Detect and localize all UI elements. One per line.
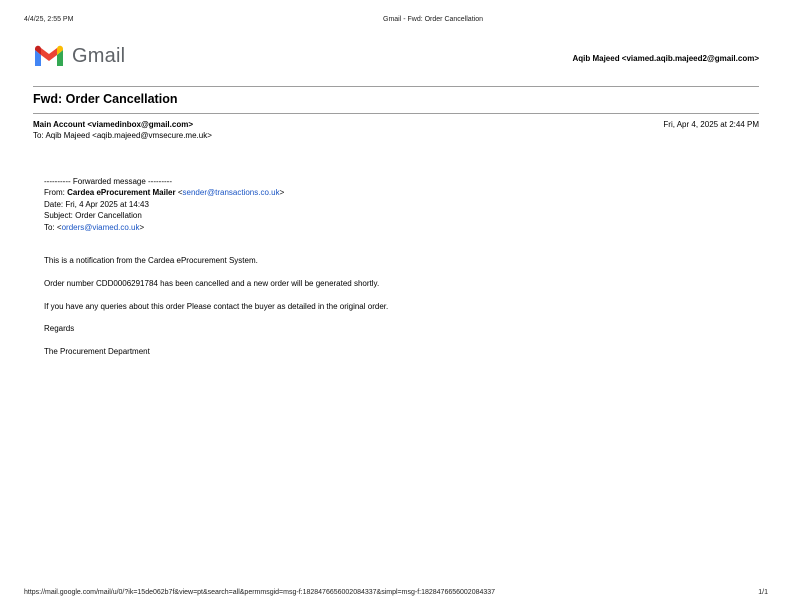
body-paragraph: Order number CDD0006291784 has been cancelled and a new order will be generated shortly. [44, 279, 380, 288]
forwarded-from-label: From: [44, 188, 65, 198]
forwarded-to-email-link[interactable]: orders@viamed.co.uk [61, 222, 140, 232]
forwarded-from: From: Cardea eProcurement Mailer <sender@transactions.co.uk> [44, 188, 285, 198]
print-datetime: 4/4/25, 2:55 PM [24, 16, 74, 23]
email-sender: Main Account <viamedinbox@gmail.com> [33, 120, 193, 129]
email-date: Fri, Apr 4, 2025 at 2:44 PM [663, 120, 759, 129]
gmail-wordmark: Gmail [72, 44, 126, 67]
subject-divider [33, 113, 759, 114]
print-page-title: Gmail - Fwd: Order Cancellation [383, 16, 483, 23]
gmail-logo[interactable] [33, 44, 125, 68]
forwarded-date: Date: Fri, 4 Apr 2025 at 14:43 [44, 199, 149, 209]
header-divider [33, 86, 759, 87]
forwarded-to-label: To: [44, 222, 55, 232]
print-footer-url: https://mail.google.com/mail/u/0/?ik=15de062b7f&view=pt&search=all&permmsgid=msg-f:1828476656002084337&simpl=msg-f:1828476656002084337 [24, 589, 496, 596]
forwarded-subject: Subject: Order Cancellation [44, 211, 142, 221]
body-signature: The Procurement Department [44, 347, 150, 356]
email-subject: Fwd: Order Cancellation [33, 92, 178, 106]
body-sign-off: Regards [44, 324, 75, 333]
forwarded-from-name: Cardea eProcurement Mailer [67, 188, 176, 198]
forwarded-from-email-link[interactable]: sender@transactions.co.uk [182, 188, 280, 198]
email-recipient: To: Aqib Majeed <aqib.majeed@vmsecure.me.uk> [33, 131, 212, 140]
body-paragraph: This is a notification from the Cardea eProcurement System. [44, 256, 258, 265]
account-identity: Aqib Majeed <viamed.aqib.majeed2@gmail.com> [572, 54, 759, 63]
forwarded-to: To: <orders@viamed.co.uk> [44, 222, 145, 232]
forwarded-separator: ---------- Forwarded message --------- [44, 177, 172, 186]
print-page-number: 1/1 [758, 589, 768, 596]
body-paragraph: If you have any queries about this order Please contact the buyer as detailed in the original order. [44, 302, 389, 311]
forwarded-header [44, 176, 284, 233]
gmail-m-icon [33, 44, 65, 68]
